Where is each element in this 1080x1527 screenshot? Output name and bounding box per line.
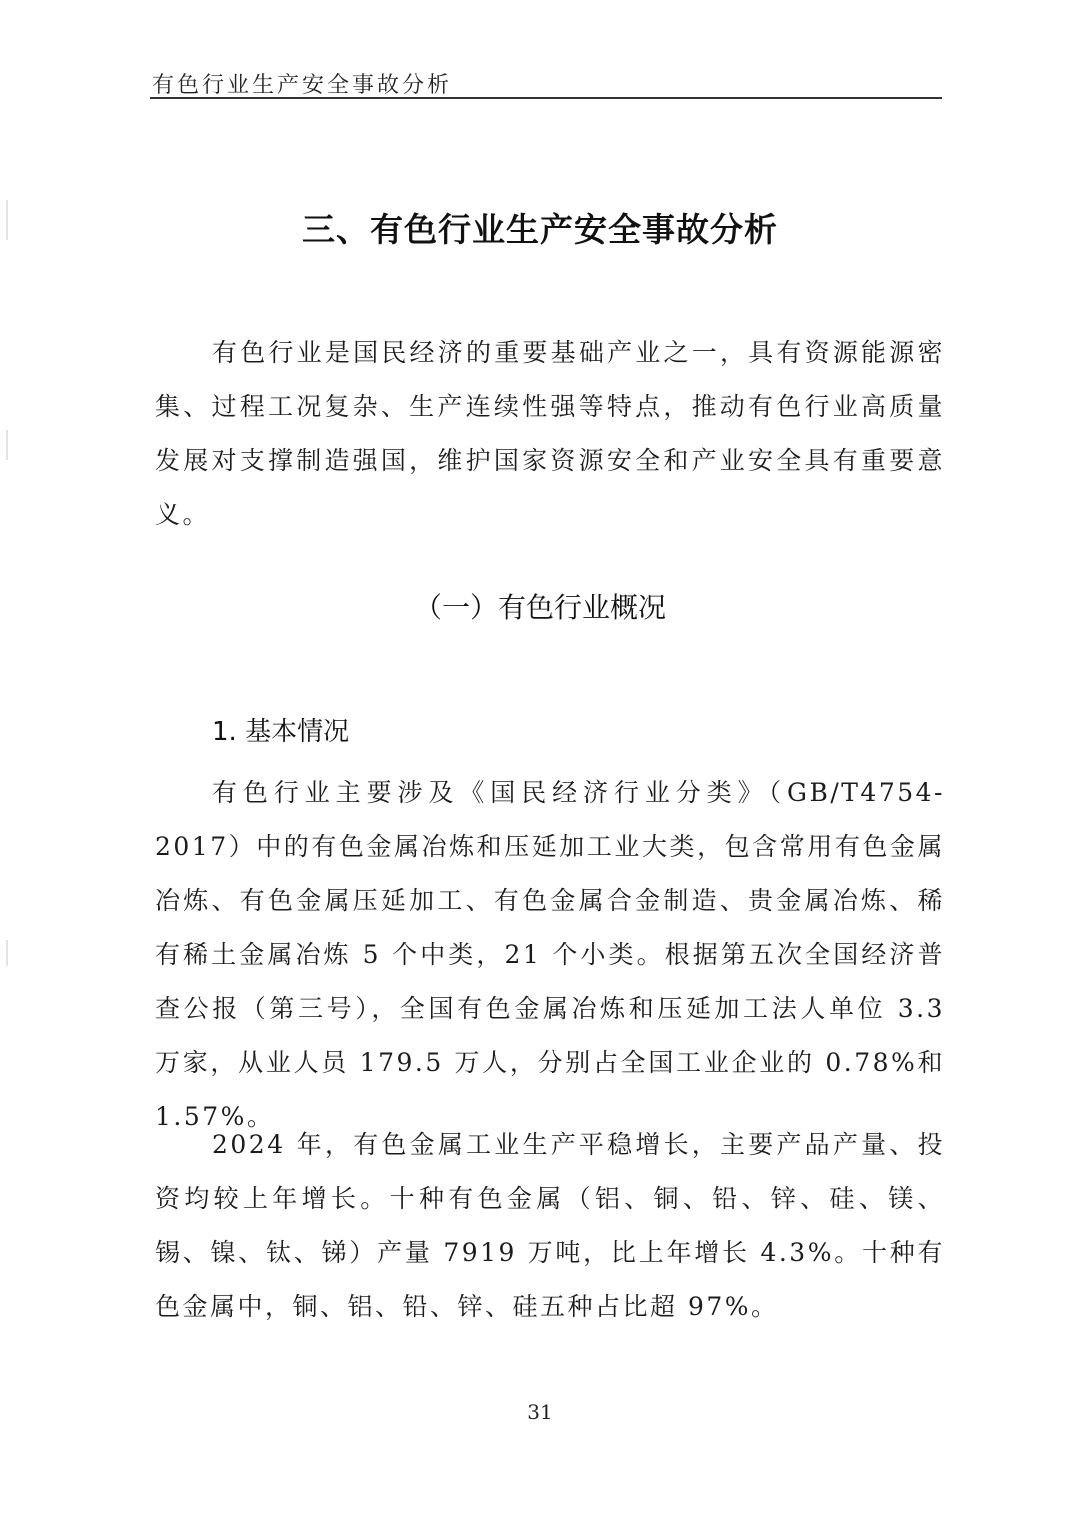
section-title: （一）有色行业概况 [413, 591, 666, 624]
page-number: 31 [527, 1400, 553, 1424]
subsection-title: 1. 基本情况 [212, 717, 350, 747]
intro-paragraph: 有色行业是国民经济的重要基础产业之一，具有资源能源密集、过程工况复杂、生产连续性强等特点，推动有色行业高质量发展对支撑制造强国，维护国家资源安全和产业安全具有重要意义。 [155, 338, 945, 529]
production-2024-paragraph: 2024 年，有色金属工业生产平稳增长，主要产品产量、投资均较上年增长。十种有色金属（铝、铜、铅、锌、硅、镁、锡、镍、钛、锑）产量 7919 万吨，比上年增长 4.3%。十种有色金属中，铜、铝、铅、锌、硅五种占比超 97%。 [155, 1130, 945, 1321]
running-header: 有色行业生产安全事故分析 [152, 73, 453, 98]
header-rule [150, 97, 942, 99]
scan-edge-mark [6, 430, 8, 460]
chapter-title: 三、有色行业生产安全事故分析 [302, 210, 778, 249]
scan-edge-mark [6, 940, 8, 966]
basic-info-paragraph: 有色行业主要涉及《国民经济行业分类》（GB/T4754-2017）中的有色金属冶炼和压延加工业大类，包含常用有色金属冶炼、有色金属压延加工、有色金属合金制造、贵金属冶炼、稀有稀土金属冶炼 5 个中类，21 个小类。根据第五次全国经济普查公报（第三号），全国有色金属冶炼和压延加工法人单位 3.3 万家，从业人员 179.5 万人，分别占全国工业企业的 0.78%和 1.57%。 [155, 778, 945, 1131]
